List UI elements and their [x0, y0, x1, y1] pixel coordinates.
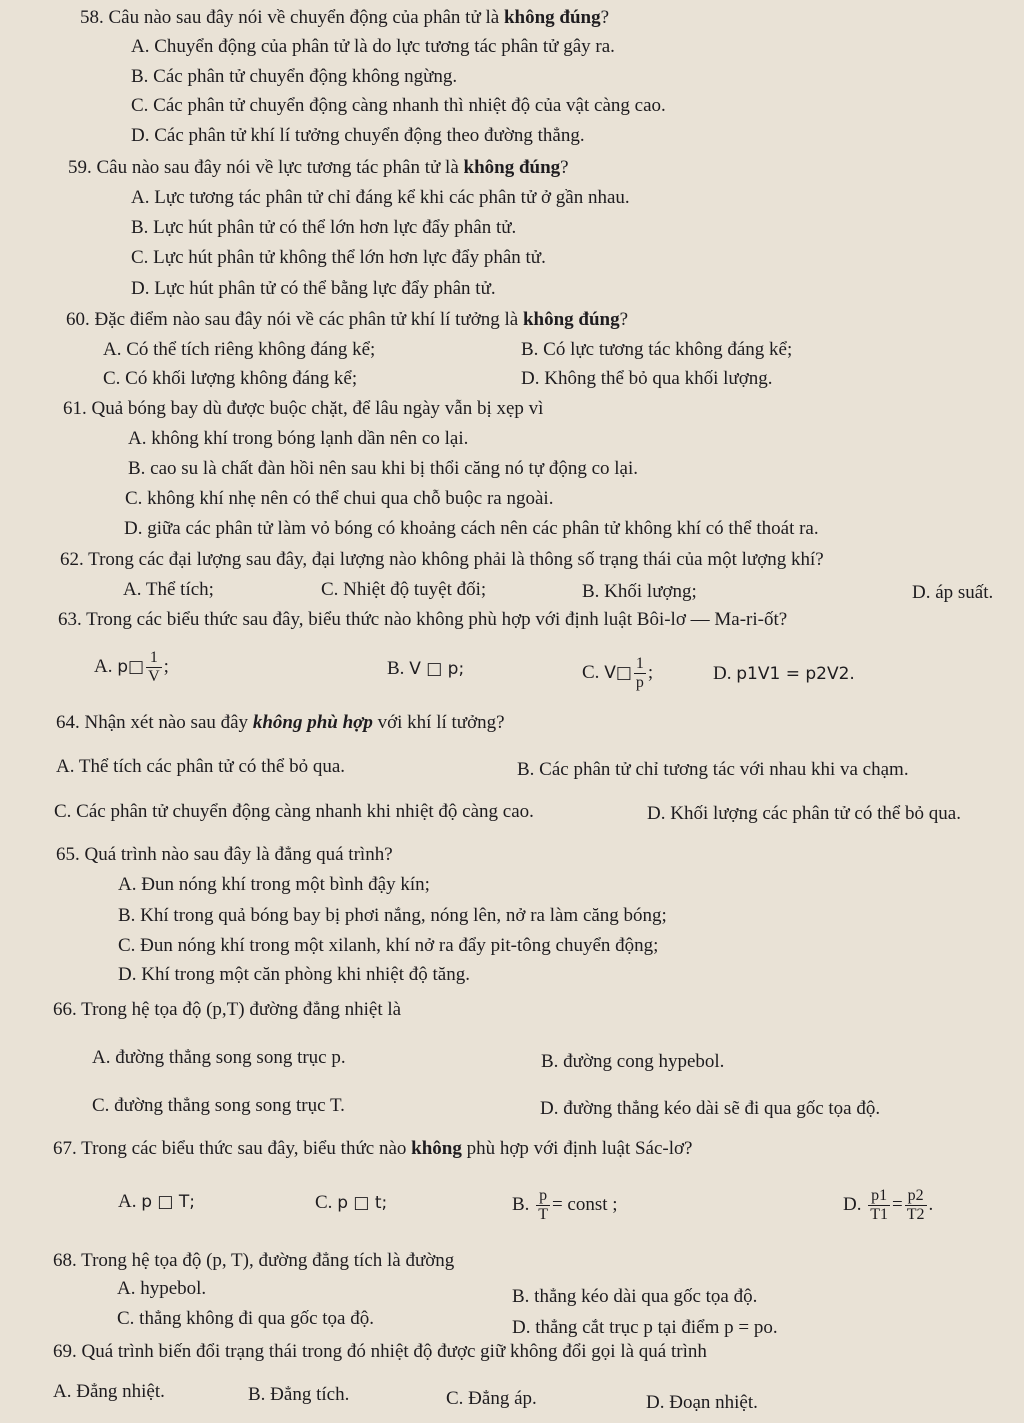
- question-64-stem: 64. Nhận xét nào sau đây không phù hợp với khí lí tưởng?: [56, 712, 505, 733]
- question-58-option-d: D. Các phân tử khí lí tưởng chuyển động theo đường thẳng.: [131, 125, 585, 146]
- question-63-option-d: D. p1V1 = p2V2.: [713, 663, 855, 684]
- question-69-stem: 69. Quá trình biến đổi trạng thái trong đó nhiệt độ được giữ không đổi gọi là quá trình: [53, 1341, 707, 1362]
- question-66-option-b: B. đường cong hypebol.: [541, 1051, 725, 1072]
- question-60-option-b: B. Có lực tương tác không đáng kể;: [521, 339, 793, 360]
- question-66-option-d: D. đường thẳng kéo dài sẽ đi qua gốc tọa độ.: [540, 1098, 881, 1119]
- question-61-option-c: C. không khí nhẹ nên có thể chui qua chỗ buộc ra ngoài.: [125, 488, 554, 509]
- question-63-option-a: A. p□ $\frac{1}{V}$ ;: [94, 649, 169, 686]
- question-66-stem: 66. Trong hệ tọa độ (p,T) đường đẳng nhiệt là: [53, 999, 402, 1020]
- question-67-stem: 67. Trong các biểu thức sau đây, biểu thức nào không phù hợp với định luật Sác-lơ?: [53, 1138, 693, 1159]
- question-60-option-c: C. Có khối lượng không đáng kể;: [103, 368, 358, 389]
- question-62-option-c: C. Nhiệt độ tuyệt đối;: [321, 579, 487, 600]
- fraction-1-over-p: $\frac{1}{p}$: [635, 655, 644, 692]
- question-58-option-c: C. Các phân tử chuyển động càng nhanh thì nhiệt độ của vật càng cao.: [131, 95, 666, 116]
- question-67-option-a: A. p □ T;: [118, 1191, 196, 1212]
- question-60-option-a: A. Có thể tích riêng không đáng kể;: [103, 339, 376, 360]
- question-68-option-a: A. hypebol.: [117, 1278, 207, 1299]
- question-60-option-d: D. Không thể bỏ qua khối lượng.: [521, 368, 773, 389]
- fraction-p1-over-t1: $\frac{p1}{T1}$: [870, 1187, 889, 1224]
- question-65-option-c: C. Đun nóng khí trong một xilanh, khí nở ra đẩy pit-tông chuyển động;: [118, 935, 659, 956]
- question-66-option-a: A. đường thẳng song song trục p.: [92, 1047, 346, 1068]
- question-64-option-b: B. Các phân tử chỉ tương tác với nhau khi va chạm.: [517, 759, 909, 780]
- question-61-option-b: B. cao su là chất đàn hồi nên sau khi bị thổi căng nó tự động co lại.: [128, 458, 638, 479]
- question-68-option-d: D. thẳng cắt trục p tại điểm p = po.: [512, 1317, 778, 1338]
- question-68-stem: 68. Trong hệ tọa độ (p, T), đường đẳng tích là đường: [53, 1250, 455, 1271]
- question-69-option-a: A. Đẳng nhiệt.: [53, 1381, 165, 1402]
- question-63-option-b: B. V □ p;: [387, 658, 465, 679]
- fraction-p-over-t: $\frac{p}{T}$: [538, 1187, 548, 1224]
- question-68-option-b: B. thẳng kéo dài qua gốc tọa độ.: [512, 1286, 758, 1307]
- question-67-option-b: B. $\frac{p}{T}$ = const ;: [512, 1187, 618, 1224]
- question-63-stem: 63. Trong các biểu thức sau đây, biểu thức nào không phù hợp với định luật Bôi-lơ — Ma-ri-ốt?: [58, 609, 788, 630]
- question-65-option-a: A. Đun nóng khí trong một bình đậy kín;: [118, 874, 430, 895]
- question-62-option-a: A. Thể tích;: [123, 579, 214, 600]
- question-65-stem: 65. Quá trình nào sau đây là đẳng quá trình?: [56, 844, 393, 865]
- question-62-option-d: D. áp suất.: [912, 582, 994, 603]
- question-69-option-c: C. Đẳng áp.: [446, 1388, 537, 1409]
- question-65-option-d: D. Khí trong một căn phòng khi nhiệt độ tăng.: [118, 964, 470, 985]
- question-60-stem: 60. Đặc điểm nào sau đây nói về các phân tử khí lí tưởng là không đúng?: [66, 309, 629, 330]
- question-64-option-a: A. Thể tích các phân tử có thể bỏ qua.: [56, 756, 346, 777]
- question-58-option-b: B. Các phân tử chuyển động không ngừng.: [131, 66, 458, 87]
- question-58-stem: 58. Câu nào sau đây nói về chuyển động của phân tử là không đúng?: [80, 7, 610, 28]
- question-68-option-c: C. thẳng không đi qua gốc tọa độ.: [117, 1308, 374, 1329]
- question-63-option-c: C. V□ $\frac{1}{p}$ ;: [582, 655, 654, 692]
- question-66-option-c: C. đường thẳng song song trục T.: [92, 1095, 345, 1116]
- question-59-stem: 59. Câu nào sau đây nói về lực tương tác phân tử là không đúng?: [68, 157, 569, 178]
- question-61-option-a: A. không khí trong bóng lạnh dần nên co lại.: [128, 428, 469, 449]
- question-69-option-b: B. Đẳng tích.: [248, 1384, 350, 1405]
- question-62-stem: 62. Trong các đại lượng sau đây, đại lượng nào không phải là thông số trạng thái của một lượng khí?: [60, 549, 824, 570]
- question-67-option-d: D. $\frac{p1}{T1}$ = $\frac{p2}{T2}$ .: [843, 1187, 934, 1224]
- question-64-option-c: C. Các phân tử chuyển động càng nhanh khi nhiệt độ càng cao.: [54, 801, 534, 822]
- question-59-option-b: B. Lực hút phân tử có thể lớn hơn lực đẩy phân tử.: [131, 217, 517, 238]
- question-61-option-d: D. giữa các phân tử làm vỏ bóng có khoảng cách nên các phân tử không khí có thể thoát ra.: [124, 518, 819, 539]
- question-58-option-a: A. Chuyển động của phân tử là do lực tương tác phân tử gây ra.: [131, 36, 615, 57]
- question-59-option-d: D. Lực hút phân tử có thể bằng lực đẩy phân tử.: [131, 278, 496, 299]
- question-65-option-b: B. Khí trong quả bóng bay bị phơi nắng, nóng lên, nở ra làm căng bóng;: [118, 905, 667, 926]
- question-69-option-d: D. Đoạn nhiệt.: [646, 1392, 758, 1413]
- question-59-option-c: C. Lực hút phân tử không thể lớn hơn lực đẩy phân tử.: [131, 247, 546, 268]
- question-64-option-d: D. Khối lượng các phân tử có thể bỏ qua.: [647, 803, 961, 824]
- question-62-option-b: B. Khối lượng;: [582, 581, 697, 602]
- question-67-option-c: C. p □ t;: [315, 1192, 388, 1213]
- fraction-p2-over-t2: $\frac{p2}{T2}$: [906, 1187, 925, 1224]
- question-59-option-a: A. Lực tương tác phân tử chỉ đáng kể khi các phân tử ở gần nhau.: [131, 187, 630, 208]
- question-61-stem: 61. Quả bóng bay dù được buộc chặt, để lâu ngày vẫn bị xẹp vì: [63, 398, 544, 419]
- fraction-1-over-v: $\frac{1}{V}$: [148, 649, 160, 686]
